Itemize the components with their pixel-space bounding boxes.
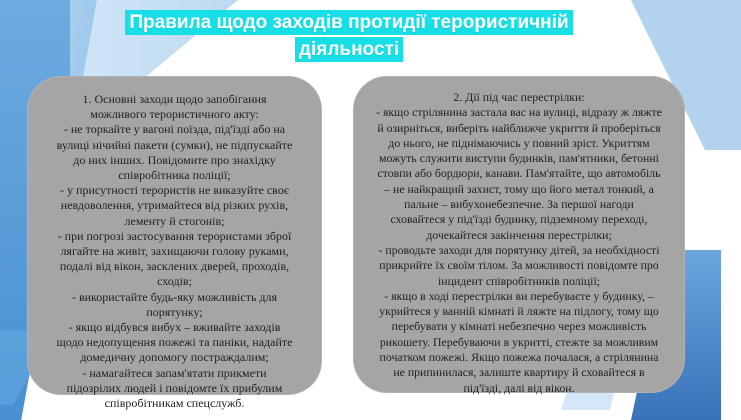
right-content-panel [353, 76, 685, 393]
slide-title-line-1: Правила щодо заходів протидії терористичній [125, 10, 572, 35]
right-panel-text: 2. Дії під час перестрілки: - якщо стрілянина застала вас на вулиці, відразу ж ляжте й озирніться, виберіть найближче укриття й проберіться до нього, не піднімаючись у повний зріст. Укриттям можуть служити виступи будинків, пам'ятники, бетонні стовпи або бордюри, канави. Пам'ятайте, що автомобіль – не найкращий захист, тому що його метал тонкий, а пальне – вибухонебезпечне. За першої нагоди сховайтеся у під'їзді будинку, підземному переході, дочекайтеся закінчення перестрілки; - проводьте заходи для порятунку дітей, за необхідності прикрийте їх своїм тілом. За можливості повідомте про інцидент співробітників поліції; - якщо в ході перестрілки ви перебуваєте у будинку, – укрийтеся у ванній кімнаті й ляжте на підлогу, тому що перебувати у кімнаті небезпечно через можливість рикошету. Перебуваючи в укритті, стежте за можливим початком пожежі. Якщо пожежа почалася, а стрілянина не припинилася, залиште квартиру й сховайтеся в під'їзді, далі від вікон. [376, 90, 662, 395]
left-panel-text: 1. Основні заходи щодо запобігання можливого терористичного акту: - не торкайте у вагоні поїзда, під'їзді або на вулиці нічийні пакети (сумки), не підпускайте до них інших. Повідомите про знахідку співробітника поліції; - у присутності терористів не виказуйте своє невдоволення, утримайтеся від різких рухів, лементу й стогонів; - при погрозі застосування терористами зброї лягайте на живіт, захищаючи голову руками, подалі від вікон, засклених дверей, проходів, сходів; - використайте будь-яку можливість для порятунку; - якщо відбувся вибух – вживайте заходів щодо недопущення пожежі та паніки, надайте домедичну допомогу постраждалим; - намагайтеся запам'ятати прикмети підозрілих людей і повідомте їх прибулим співробітникам спецслужб. [56, 92, 293, 411]
slide-title [99, 10, 599, 64]
slide-title-line-2: діяльності [295, 37, 403, 62]
left-content-panel [27, 76, 322, 411]
